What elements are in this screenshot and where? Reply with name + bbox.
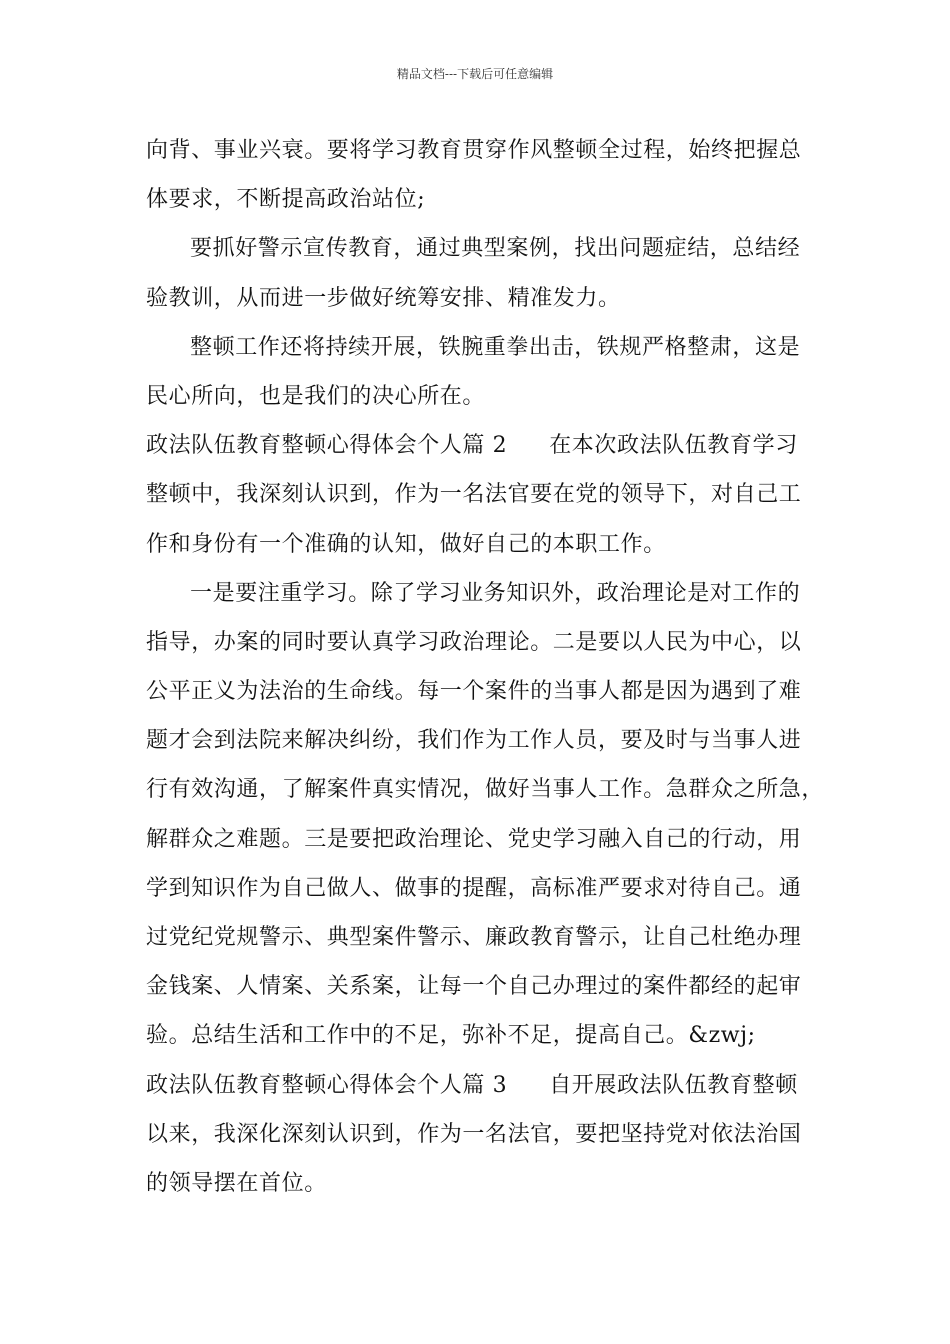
text-line: 验教训，从而进一步做好统筹安排、精准发力。 [146, 285, 621, 311]
text-line: 公平正义为法治的生命线。每一个案件的当事人都是因为遇到了难 [146, 679, 802, 705]
text-line: 要抓好警示宣传教育，通过典型案例，找出问题症结，总结经 [190, 236, 801, 262]
text-line: 一是要注重学习。除了学习业务知识外，政治理论是对工作的 [190, 580, 801, 606]
section-lead-text: 在本次政法队伍教育学习 [549, 433, 798, 459]
text-line: 以来，我深化深刻认识到，作为一名法官，要把坚持党对依法治国 [146, 1121, 802, 1147]
text-line: 的领导摆在首位。 [146, 1170, 327, 1196]
text-line: 学到知识作为自己做人、做事的提醒，高标准严要求对待自己。通 [146, 875, 802, 901]
section-title: 政法队伍教育整顿心得体会个人篇 3 [146, 1072, 508, 1098]
text-line: 过党纪党规警示、典型案件警示、廉政教育警示，让自己杜绝办理 [146, 925, 802, 950]
text-line: 整顿中，我深刻认识到，作为一名法官要在党的领导下，对自己工 [146, 482, 802, 508]
text-line: 行有效沟通，了解案件真实情况，做好当事人工作。急群众之所急， [146, 777, 825, 803]
text-line: 民心所向，也是我们的决心所在。 [146, 383, 486, 409]
text-line: 作和身份有一个准确的认知，做好自己的本职工作。 [146, 531, 666, 557]
text-line: 体要求，不断提高政治站位; [146, 187, 426, 213]
text-line: 整顿工作还将持续开展，铁腕重拳出击，铁规严格整肃，这是 [190, 334, 801, 360]
section-lead-text: 自开展政法队伍教育整顿 [549, 1072, 798, 1098]
page-header: 精品文档---下载后可任意编辑 [396, 67, 554, 81]
section-title: 政法队伍教育整顿心得体会个人篇 2 [146, 433, 508, 459]
section-heading-line [146, 421, 810, 470]
text-line: 指导，办案的同时要认真学习政治理论。二是要以人民为中心，以 [146, 629, 802, 655]
document-body [146, 126, 825, 1208]
text-line: 题才会到法院来解决纠纷，我们作为工作人员，要及时与当事人进 [146, 728, 802, 754]
section-heading-line [146, 1061, 810, 1110]
text-line: 向背、事业兴衰。要将学习教育贯穿作风整顿全过程，始终把握总 [146, 138, 802, 163]
text-line: 金钱案、人情案、关系案，让每一个自己办理过的案件都经的起审 [146, 974, 802, 1000]
text-line: 验。总结生活和工作中的不足，弥补不足，提高自己。&zwj; [146, 1023, 756, 1049]
text-line: 解群众之难题。三是要把政治理论、党史学习融入自己的行动，用 [146, 826, 802, 852]
